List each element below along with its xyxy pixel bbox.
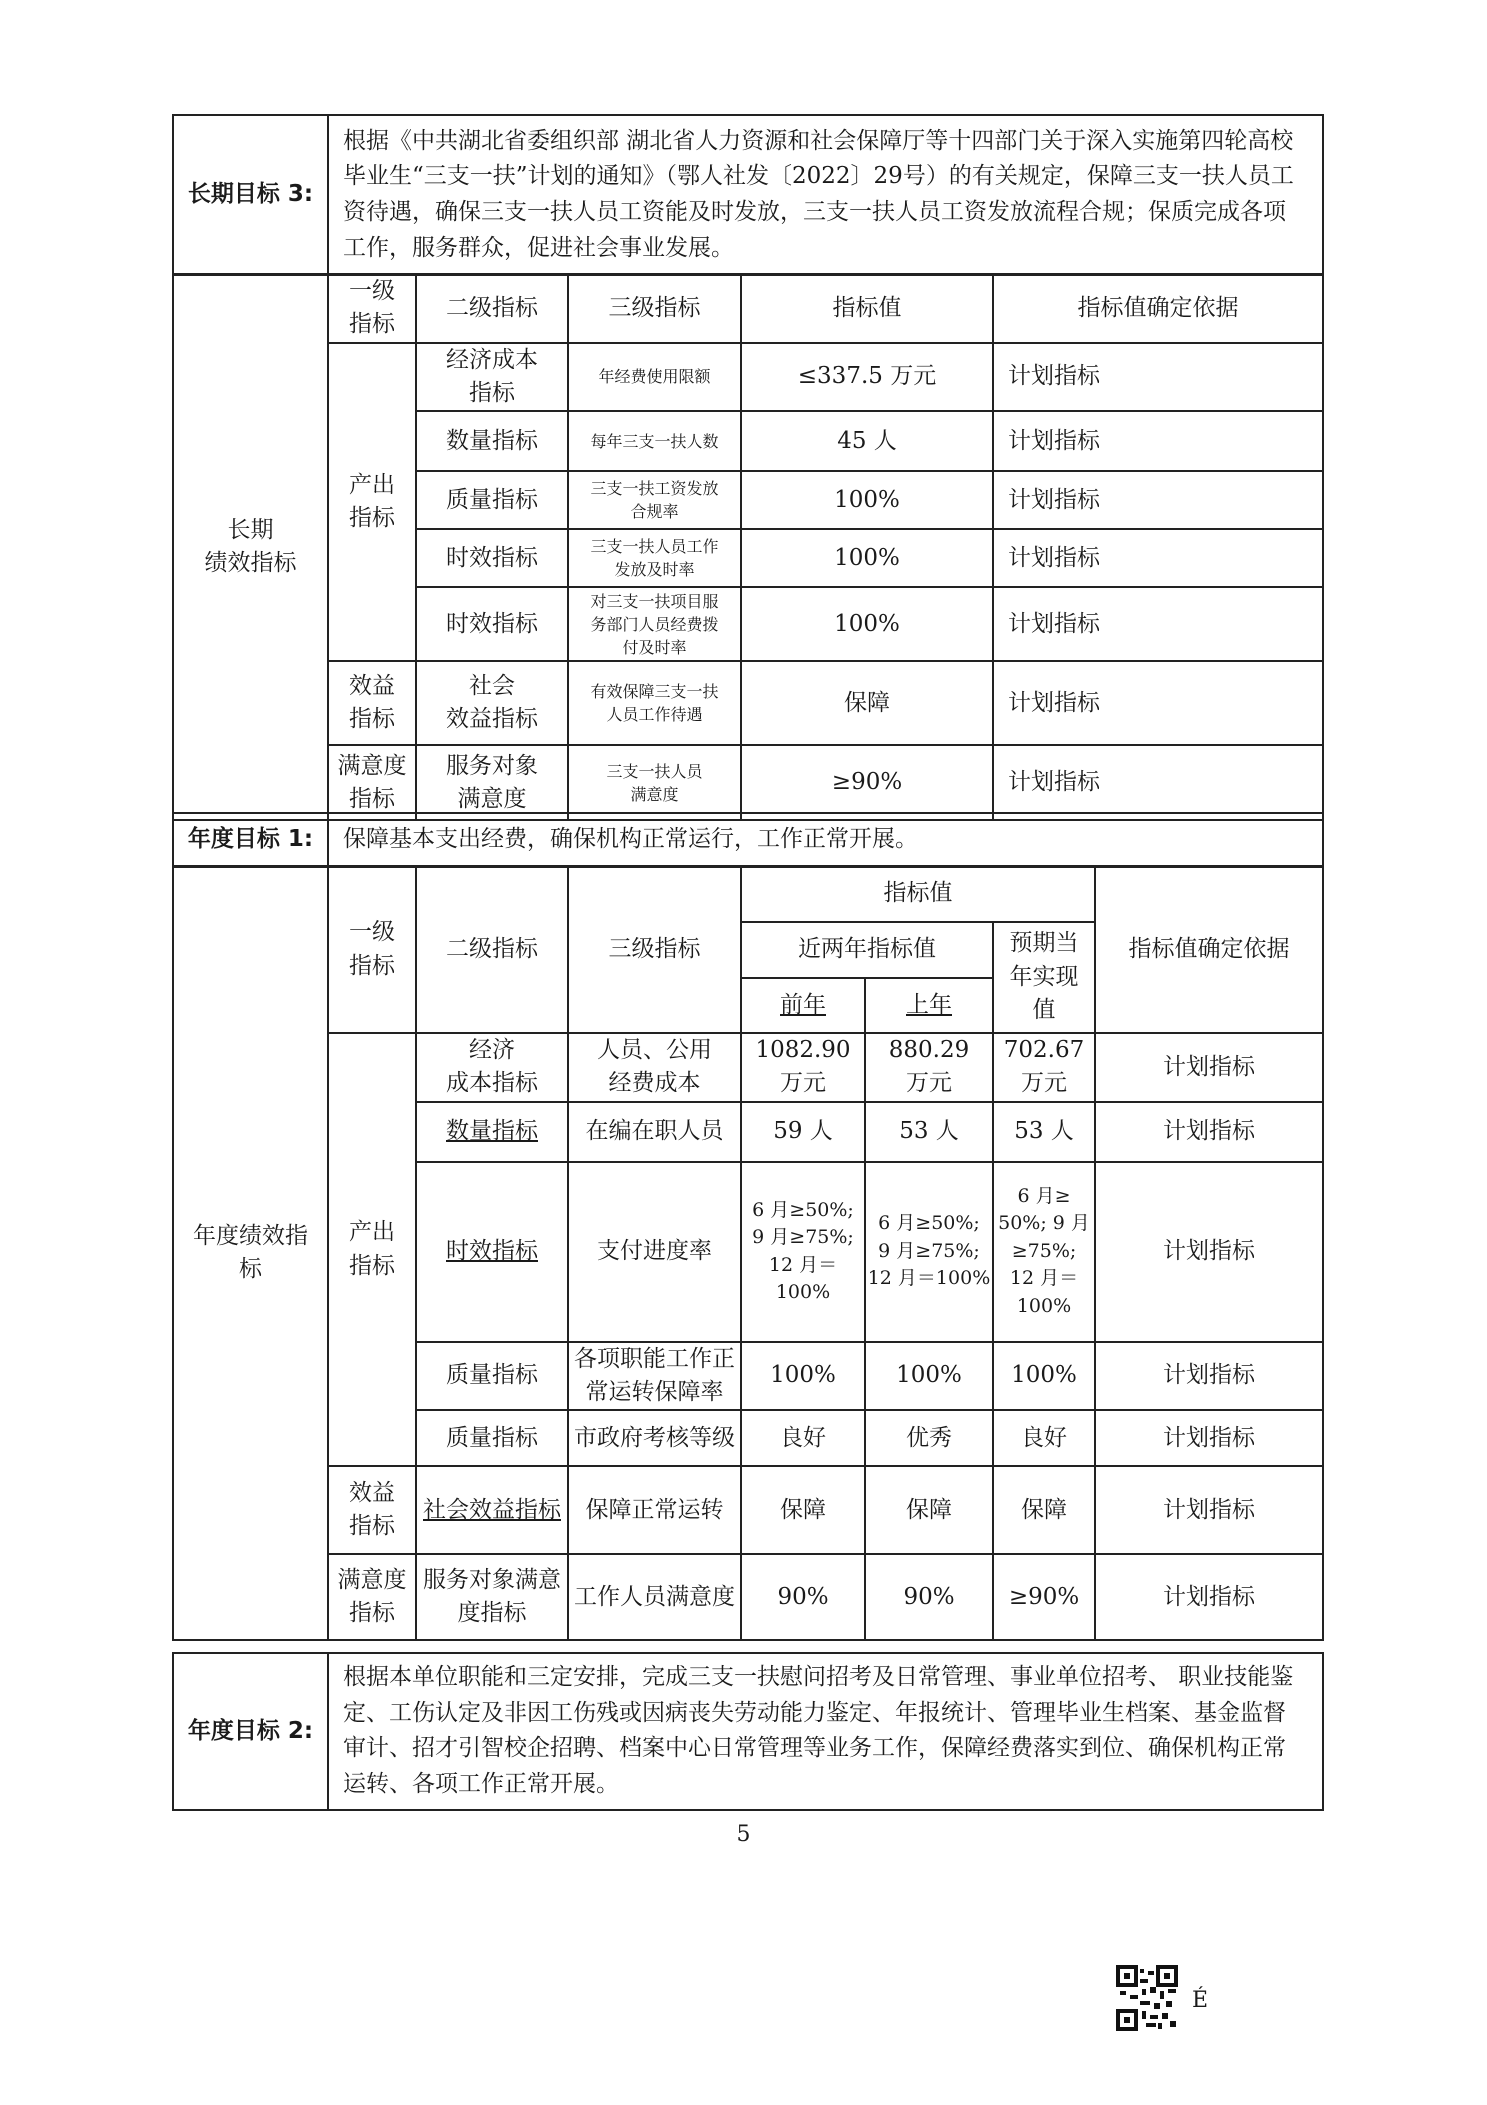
level2-cell: 质量指标 (416, 1342, 568, 1411)
level3-cell: 三支一扶人员工作 发放及时率 (568, 529, 741, 587)
expected-cell: 100% (993, 1342, 1095, 1411)
header-prev1 (865, 978, 993, 1033)
level3-cell: 三支一扶工资发放 合规率 (568, 471, 741, 529)
basis-cell: 计划指标 (1095, 1466, 1323, 1554)
basis-cell: 计划指标 (1095, 1102, 1323, 1162)
annual-section-label: 年度绩效指 标 (173, 866, 328, 1640)
prev2-cell: 良好 (741, 1410, 865, 1466)
year-goal-2-table (172, 1652, 1324, 1811)
header-prev2 (741, 978, 865, 1033)
level3-cell: 保障正常运转 (568, 1466, 741, 1554)
level3-cell: 三支一扶人员 满意度 (568, 745, 741, 820)
basis-cell: 计划指标 (993, 411, 1323, 471)
level2-cell (416, 1162, 568, 1342)
level2-cell (416, 1466, 568, 1554)
header-level3: 三级指标 (568, 866, 741, 1033)
expected-cell: 保障 (993, 1466, 1095, 1554)
level1-benefit: 效益 指标 (328, 1466, 416, 1554)
level3-cell: 人员、公用 经费成本 (568, 1033, 741, 1102)
year-goal-2-label: 年度目标 2: (173, 1653, 328, 1810)
expected-cell: 53 人 (993, 1102, 1095, 1162)
level1-output: 产出 指标 (328, 1033, 416, 1466)
header-value: 指标值 (741, 866, 1095, 922)
basis-cell: 计划指标 (993, 343, 1323, 412)
level3-cell: 年经费使用限额 (568, 343, 741, 412)
prev1-cell: 优秀 (865, 1410, 993, 1466)
header-recent-two-years: 近两年指标值 (741, 922, 993, 978)
prev1-cell: 6 月≥50%; 9 月≥75%; 12 月＝100% (865, 1162, 993, 1342)
level2-text: 数量指标 (446, 1118, 538, 1145)
basis-cell: 计划指标 (993, 587, 1323, 661)
header-level1: 一级 指标 (328, 274, 416, 343)
level2-cell: 经济 成本指标 (416, 1033, 568, 1102)
page-number: 5 (736, 1822, 751, 1847)
value-cell: 45 人 (741, 411, 993, 471)
value-cell: ≤337.5 万元 (741, 343, 993, 412)
level2-cell: 时效指标 (416, 529, 568, 587)
header-level1: 一级 指标 (328, 866, 416, 1033)
level3-cell: 在编在职人员 (568, 1102, 741, 1162)
value-cell: 100% (741, 587, 993, 661)
level1-benefit: 效益 指标 (328, 661, 416, 745)
level2-cell: 服务对象 满意度 (416, 745, 568, 820)
level2-cell: 服务对象满意 度指标 (416, 1554, 568, 1640)
long-goal-3-table (172, 114, 1324, 276)
long-goal-3-text: 根据《中共湖北省委组织部 湖北省人力资源和社会保障厅等十四部门关于深入实施第四轮高校毕业生“三支一扶”计划的通知》（鄂人社发〔2022〕29号）的有关规定，保障三支一扶人员工资待遇，确保三支一扶人员工资能及时发放，三支一扶人员工资发放流程合规；保质完成各项工作，服务群众，促进社会事业发展。 (328, 115, 1323, 275)
level3-cell: 支付进度率 (568, 1162, 741, 1342)
level2-cell: 数量指标 (416, 411, 568, 471)
value-cell: 100% (741, 529, 993, 587)
level2-cell: 经济成本 指标 (416, 343, 568, 412)
level1-satisfaction: 满意度 指标 (328, 1554, 416, 1640)
level3-cell: 市政府考核等级 (568, 1410, 741, 1466)
header-level3: 三级指标 (568, 274, 741, 343)
level2-cell: 质量指标 (416, 471, 568, 529)
header-prev1-text: 上年 (906, 991, 952, 1018)
header-expected: 预期当 年实现 值 (993, 922, 1095, 1033)
basis-cell: 计划指标 (993, 529, 1323, 587)
basis-cell: 计划指标 (993, 661, 1323, 745)
prev1-cell: 100% (865, 1342, 993, 1411)
prev1-cell: 90% (865, 1554, 993, 1640)
year-goal-1-table (172, 812, 1324, 868)
level3-cell: 各项职能工作正 常运转保障率 (568, 1342, 741, 1411)
prev2-cell: 6 月≥50%; 9 月≥75%; 12 月＝ 100% (741, 1162, 865, 1342)
level3-cell: 有效保障三支一扶 人员工作待遇 (568, 661, 741, 745)
expected-cell: 6 月≥ 50%; 9 月 ≥75%; 12 月＝ 100% (993, 1162, 1095, 1342)
level2-cell: 质量指标 (416, 1410, 568, 1466)
header-basis: 指标值确定依据 (993, 274, 1323, 343)
header-prev2-text: 前年 (780, 991, 826, 1018)
level1-output: 产出 指标 (328, 343, 416, 662)
annual-indicator-table (172, 865, 1324, 1641)
year-goal-1-text: 保障基本支出经费，确保机构正常运行，工作正常开展。 (328, 813, 1323, 867)
prev2-cell: 1082.90 万元 (741, 1033, 865, 1102)
year-goal-2-text: 根据本单位职能和三定安排，完成三支一扶慰问招考及日常管理、事业单位招考、 职业技能鉴定、工伤认定及非因工伤残或因病丧失劳动能力鉴定、年报统计、管理毕业生档案、基金监督审计、招才引智校企招聘、档案中心日常管理等业务工作，保障经费落实到位、确保机构正常运转、各项工作正常开展。 (328, 1653, 1323, 1810)
level2-text: 社会效益指标 (423, 1496, 561, 1523)
prev1-cell: 53 人 (865, 1102, 993, 1162)
qr-mark-text: É (1192, 1988, 1209, 2013)
prev2-cell: 90% (741, 1554, 865, 1640)
long-term-indicator-table (172, 273, 1324, 821)
basis-cell: 计划指标 (1095, 1033, 1323, 1102)
long-term-section-label: 长期 绩效指标 (173, 274, 328, 820)
level3-cell: 工作人员满意度 (568, 1554, 741, 1640)
prev1-cell: 保障 (865, 1466, 993, 1554)
value-cell: ≥90% (741, 745, 993, 820)
basis-cell: 计划指标 (1095, 1342, 1323, 1411)
basis-cell: 计划指标 (1095, 1410, 1323, 1466)
level3-cell: 每年三支一扶人数 (568, 411, 741, 471)
level2-cell: 社会 效益指标 (416, 661, 568, 745)
header-basis: 指标值确定依据 (1095, 866, 1323, 1033)
basis-cell: 计划指标 (1095, 1554, 1323, 1640)
long-goal-3-label: 长期目标 3: (173, 115, 328, 275)
prev2-cell: 保障 (741, 1466, 865, 1554)
prev2-cell: 100% (741, 1342, 865, 1411)
level2-cell (416, 1102, 568, 1162)
year-goal-1-label: 年度目标 1: (173, 813, 328, 867)
level1-satisfaction: 满意度 指标 (328, 745, 416, 820)
basis-cell: 计划指标 (1095, 1162, 1323, 1342)
expected-cell: ≥90% (993, 1554, 1095, 1640)
value-cell: 100% (741, 471, 993, 529)
expected-cell: 702.67 万元 (993, 1033, 1095, 1102)
basis-cell: 计划指标 (993, 745, 1323, 820)
level2-text: 时效指标 (446, 1238, 538, 1265)
prev2-cell: 59 人 (741, 1102, 865, 1162)
level3-cell: 对三支一扶项目服 务部门人员经费拨 付及时率 (568, 587, 741, 661)
header-value: 指标值 (741, 274, 993, 343)
value-cell: 保障 (741, 661, 993, 745)
header-level2: 二级指标 (416, 274, 568, 343)
expected-cell: 良好 (993, 1410, 1095, 1466)
basis-cell: 计划指标 (993, 471, 1323, 529)
header-level2: 二级指标 (416, 866, 568, 1033)
qr-code-icon (1116, 1965, 1178, 2031)
prev1-cell: 880.29 万元 (865, 1033, 993, 1102)
level2-cell: 时效指标 (416, 587, 568, 661)
